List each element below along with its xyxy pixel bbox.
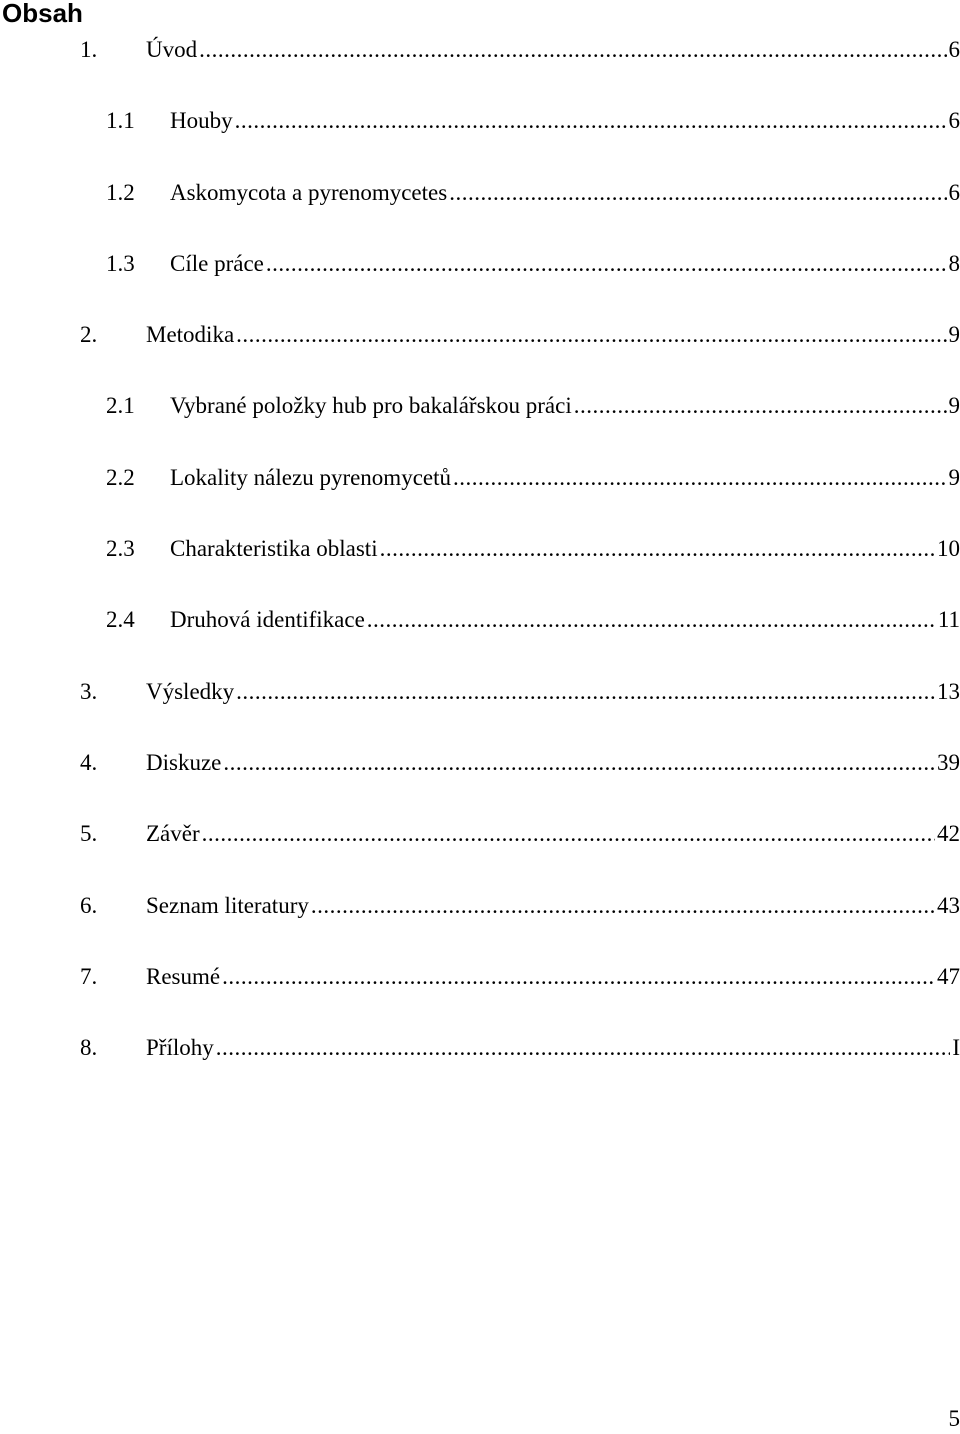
- toc-entry-number: 4.: [80, 749, 98, 775]
- toc-entry-label: Seznam literatury: [146, 892, 309, 918]
- toc-entry-label: Cíle práce: [170, 250, 264, 276]
- toc-entry-label: Závěr: [146, 821, 200, 847]
- toc-entry-number: 1.2: [106, 179, 135, 205]
- toc-entry-page: 9: [948, 464, 960, 490]
- toc-title: Obsah: [2, 0, 83, 28]
- toc-entry-label: Houby: [170, 108, 233, 134]
- toc-entry[interactable]: [0, 887, 960, 958]
- toc-entry-number: 3.: [80, 678, 98, 704]
- toc-entry-page: 6: [948, 37, 960, 62]
- toc-entry-number: 2.: [80, 322, 98, 348]
- toc-entry[interactable]: [0, 530, 960, 601]
- toc-entry[interactable]: [0, 459, 960, 530]
- toc-entry-number: 2.2: [106, 464, 135, 490]
- toc-entry-page: 43: [937, 892, 960, 918]
- toc-entry-page: 47: [937, 963, 960, 989]
- toc-entry-number: 2.3: [106, 536, 135, 562]
- toc-entry[interactable]: [0, 31, 960, 102]
- toc-entry-label: Druhová identifikace: [170, 607, 365, 633]
- toc-dot-leader: [235, 102, 947, 140]
- toc-entry-number: 1.3: [106, 250, 135, 276]
- toc-entry[interactable]: [0, 1029, 960, 1100]
- toc-entry-label: Vybrané položky hub pro bakalářskou práci: [170, 393, 572, 419]
- toc-dot-leader: [449, 174, 946, 212]
- toc-entry-label: Askomycota a pyrenomycetes: [170, 179, 448, 205]
- toc-dot-leader: [574, 387, 947, 425]
- toc-entry-page: 8: [948, 250, 960, 276]
- toc-dot-leader: [367, 601, 936, 639]
- toc-entry-label: Lokality nálezu pyrenomycetů: [170, 464, 452, 490]
- toc-entry-number: 1.1: [106, 108, 135, 134]
- toc-entry-page: 9: [948, 322, 960, 348]
- toc-entry-label: Výsledky: [146, 678, 235, 704]
- toc-dot-leader: [380, 530, 935, 568]
- toc-entry[interactable]: [0, 174, 960, 245]
- toc-dot-leader: [216, 1029, 951, 1067]
- toc-entry-page: 13: [937, 678, 960, 704]
- toc-entry-label: Resumé: [146, 963, 221, 989]
- toc-entry-number: 7.: [80, 963, 98, 989]
- toc-dot-leader: [222, 958, 935, 996]
- toc-entry[interactable]: [0, 815, 960, 886]
- toc-list: [0, 31, 960, 1100]
- toc-entry-page: I: [952, 1035, 960, 1061]
- toc-entry-page: 6: [948, 108, 960, 134]
- toc-entry-page: 42: [937, 821, 960, 847]
- toc-entry-page: 11: [937, 607, 960, 633]
- page-number: 5: [948, 1406, 960, 1431]
- toc-dot-leader: [266, 245, 947, 283]
- toc-entry[interactable]: [0, 673, 960, 744]
- toc-entry-number: 2.1: [106, 393, 135, 419]
- toc-entry-label: Metodika: [146, 322, 235, 348]
- toc-entry-label: Charakteristika oblasti: [170, 536, 378, 562]
- toc-entry[interactable]: [0, 102, 960, 173]
- toc-dot-leader: [202, 815, 935, 853]
- toc-dot-leader: [236, 673, 935, 711]
- toc-entry-label: Úvod: [146, 37, 198, 62]
- toc-dot-leader: [236, 316, 946, 354]
- toc-entry[interactable]: [0, 744, 960, 815]
- toc-entry-number: 6.: [80, 892, 98, 918]
- toc-entry-page: 39: [937, 749, 960, 775]
- toc-entry-number: 8.: [80, 1035, 98, 1061]
- toc-dot-leader: [453, 459, 946, 497]
- toc-entry[interactable]: [0, 245, 960, 316]
- toc-dot-leader: [311, 887, 935, 925]
- toc-entry-page: 10: [937, 536, 960, 562]
- toc-dot-leader: [223, 744, 935, 782]
- toc-entry-number: 1.: [80, 37, 98, 62]
- toc-entry-label: Diskuze: [146, 749, 222, 775]
- toc-entry-page: 9: [948, 393, 960, 419]
- toc-dot-leader: [199, 31, 946, 69]
- toc-entry[interactable]: [0, 958, 960, 1029]
- toc-entry[interactable]: [0, 316, 960, 387]
- toc-entry[interactable]: [0, 601, 960, 672]
- toc-entry-label: Přílohy: [146, 1035, 214, 1061]
- toc-entry[interactable]: [0, 387, 960, 458]
- toc-entry-number: 2.4: [106, 607, 135, 633]
- toc-entry-number: 5.: [80, 821, 98, 847]
- toc-entry-page: 6: [948, 179, 960, 205]
